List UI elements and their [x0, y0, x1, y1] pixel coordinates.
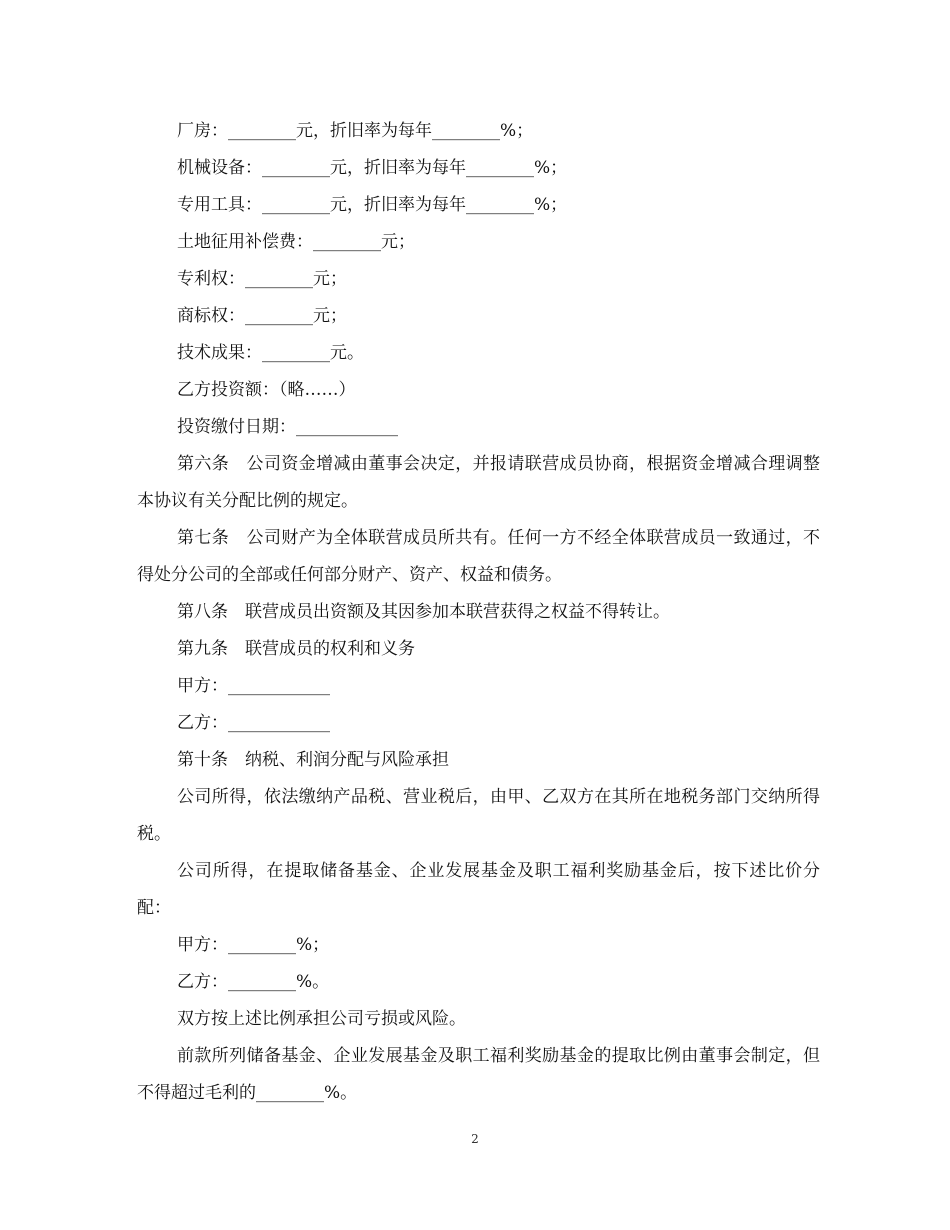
document-body	[137, 113, 820, 1112]
paragraph-profit-distribution: 公司所得，在提取储备基金、企业发展基金及职工福利奖励基金后，按下述比价分配：	[137, 861, 820, 918]
paragraph-risk: 双方按上述比例承担公司亏损或风险。	[177, 1009, 466, 1029]
page-number: 2	[471, 1132, 479, 1146]
paragraph-factory: 厂房：________元，折旧率为每年________%；	[177, 121, 534, 141]
paragraph-tech-results: 技术成果：________元。	[177, 343, 364, 363]
paragraph-tax: 公司所得，依法缴纳产品税、营业税后，由甲、乙双方在其所在地税务部门交纳所得税。	[137, 787, 820, 844]
paragraph-payment-date: 投资缴付日期：____________	[177, 417, 398, 437]
party-a-share: 甲方：________%；	[177, 935, 330, 955]
paragraph-tools: 专用工具：________元，折旧率为每年________%；	[177, 195, 568, 215]
paragraph-machinery: 机械设备：________元，折旧率为每年________%；	[177, 158, 568, 178]
article-7: 第七条 公司财产为全体联营成员所共有。任何一方不经全体联营成员一致通过，不得处分公司的全部或任何部分财产、资产、权益和债务。	[137, 528, 820, 585]
paragraph-party-b-investment: 乙方投资额：（略……）	[177, 380, 356, 400]
paragraph-trademark: 商标权：________元；	[177, 306, 347, 326]
article-10: 第十条 纳税、利润分配与风险承担	[177, 750, 449, 770]
party-b-share: 乙方：________%。	[177, 972, 330, 992]
paragraph-fund-ratio: 前款所列储备基金、企业发展基金及职工福利奖励基金的提取比例由董事会制定，但不得超过毛利的________%。	[137, 1046, 820, 1103]
paragraph-patent: 专利权：________元；	[177, 269, 347, 289]
article-8: 第八条 联营成员出资额及其因参加本联营获得之权益不得转让。	[177, 602, 670, 622]
paragraph-land-compensation: 土地征用补偿费：________元；	[177, 232, 415, 252]
article-9: 第九条 联营成员的权利和义务	[177, 639, 415, 659]
party-a-line: 甲方：____________	[177, 676, 330, 696]
party-b-line: 乙方：____________	[177, 713, 330, 733]
article-6: 第六条 公司资金增减由董事会决定，并报请联营成员协商，根据资金增减合理调整本协议有关分配比例的规定。	[137, 454, 820, 511]
